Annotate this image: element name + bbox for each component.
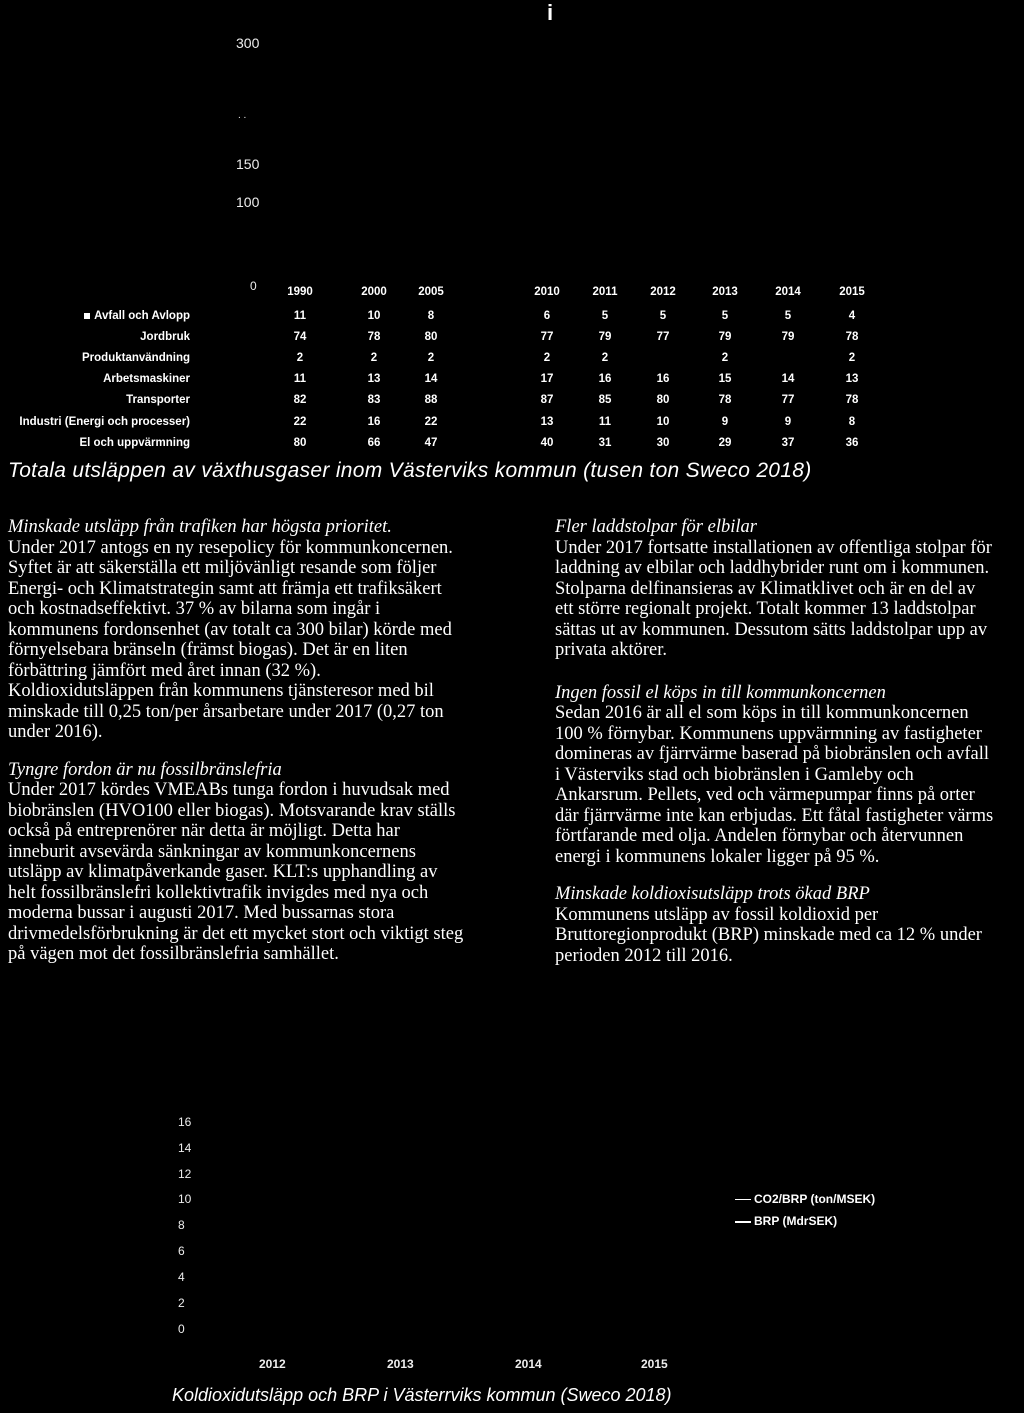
y-dots: . . bbox=[238, 110, 247, 121]
row-label bbox=[126, 394, 190, 406]
table-cell: 5 bbox=[784, 310, 792, 322]
table-cell: 2 bbox=[848, 352, 856, 364]
section bbox=[8, 517, 468, 743]
section bbox=[8, 760, 468, 965]
y-tick: 8 bbox=[178, 1218, 185, 1232]
year-header: 2005 bbox=[418, 286, 444, 298]
table-cell: 22 bbox=[293, 416, 307, 428]
left-column bbox=[8, 517, 468, 982]
y-tick: 0 bbox=[250, 279, 257, 293]
table-cell: 80 bbox=[424, 331, 438, 343]
section bbox=[555, 884, 995, 966]
y-tick: 300 bbox=[236, 35, 260, 51]
year-header: 2000 bbox=[361, 286, 387, 298]
table-cell: 31 bbox=[598, 437, 612, 449]
y-tick: 16 bbox=[178, 1115, 192, 1129]
table-cell: 16 bbox=[367, 416, 381, 428]
y-tick: 0 bbox=[178, 1322, 185, 1336]
table-cell: 11 bbox=[598, 416, 612, 428]
table-cell: 77 bbox=[540, 331, 554, 343]
table-cell: 13 bbox=[540, 416, 554, 428]
row-label-text: Produktanvändning bbox=[82, 352, 190, 364]
table-cell: 10 bbox=[656, 416, 670, 428]
table-cell: 16 bbox=[656, 373, 670, 385]
section-heading: Tyngre fordon är nu fossilbränslefria bbox=[8, 759, 282, 780]
year-header: 2010 bbox=[534, 286, 560, 298]
table-row bbox=[0, 437, 1000, 458]
x-tick: 2012 bbox=[259, 1357, 286, 1371]
table-cell: 80 bbox=[293, 437, 307, 449]
row-label bbox=[140, 331, 190, 343]
table-row bbox=[0, 352, 1000, 373]
table-cell: 10 bbox=[367, 310, 381, 322]
section-heading: Minskade utsläpp från trafiken har högsta prioritet. bbox=[8, 517, 392, 537]
table-cell: 88 bbox=[424, 394, 438, 406]
section-body: Sedan 2016 är all el som köps in till kommunkoncernen 100 % förnybar. Kommunens uppvärmning av fastigheter domineras av fjärrvärme baserad på biobränslen och avfall i Västerviks stad och biobränslen i Gamleby och Ankarsrum. Pellets, ved och värmepumpar finns på orter där fjärrvärme inte kan erbjudas. Ett fåtal fastigheter värms förtfarande med olja. Andelen förnybar och återvunnen energi i kommunens lokaler ligger på 95 %. bbox=[555, 703, 994, 867]
legend-line-icon bbox=[735, 1199, 751, 1200]
row-label-text: Avfall och Avlopp bbox=[94, 310, 190, 322]
y-tick: 100 bbox=[236, 194, 260, 210]
row-label bbox=[84, 310, 190, 322]
table-cell: 77 bbox=[781, 394, 795, 406]
table-row bbox=[0, 373, 1000, 394]
table-cell: 2 bbox=[543, 352, 551, 364]
year-header: 2015 bbox=[839, 286, 865, 298]
table-cell: 66 bbox=[367, 437, 381, 449]
legend-square-icon bbox=[84, 313, 90, 319]
row-label-text: Jordbruk bbox=[140, 331, 190, 343]
table-cell: 6 bbox=[543, 310, 551, 322]
y-tick: 2 bbox=[178, 1296, 185, 1310]
table-cell: 22 bbox=[424, 416, 438, 428]
legend-co2-brp: CO2/BRP (ton/MSEK) bbox=[735, 1192, 875, 1206]
table-cell: 79 bbox=[781, 331, 795, 343]
table-cell: 8 bbox=[848, 416, 856, 428]
table-cell: 14 bbox=[424, 373, 438, 385]
y-tick: 150 bbox=[236, 156, 260, 172]
y-tick: 6 bbox=[178, 1244, 185, 1258]
table-cell: 15 bbox=[718, 373, 732, 385]
section-heading: Minskade koldioxisutsläpp trots ökad BRP bbox=[555, 884, 870, 904]
chart2-caption: Koldioxidutsläpp och BRP i Västerrviks kommun (Sweco 2018) bbox=[172, 1385, 672, 1405]
section-body: Kommunens utsläpp av fossil koldioxid per Bruttoregionprodukt (BRP) minskade med ca 12 % under perioden 2012 till 2016. bbox=[555, 904, 982, 966]
y-tick: 4 bbox=[178, 1270, 185, 1284]
table-cell: 2 bbox=[427, 352, 435, 364]
table-row bbox=[0, 331, 1000, 352]
section-heading: Fler laddstolpar för elbilar bbox=[555, 517, 757, 537]
table-cell: 2 bbox=[721, 352, 729, 364]
year-header: 1990 bbox=[287, 286, 313, 298]
table-cell: 78 bbox=[718, 394, 732, 406]
table-row bbox=[0, 394, 1000, 415]
section-heading: Ingen fossil el köps in till kommunkoncernen bbox=[555, 682, 886, 703]
table-cell: 2 bbox=[296, 352, 304, 364]
table-cell: 11 bbox=[293, 373, 307, 385]
table-cell: 30 bbox=[656, 437, 670, 449]
row-label-text: El och uppvärmning bbox=[79, 437, 190, 449]
year-header: 2014 bbox=[775, 286, 801, 298]
chart1-caption: Totala utsläppen av växthusgaser inom Västerviks kommun (tusen ton Sweco 2018) bbox=[8, 459, 812, 482]
row-label-text: Arbetsmaskiner bbox=[103, 373, 190, 385]
table-cell: 29 bbox=[718, 437, 732, 449]
table-cell: 9 bbox=[784, 416, 792, 428]
section-body: Under 2017 antogs en ny resepolicy för kommunkoncernen. Syftet är att säkerställa ett miljövänligt resande som följer Energi- och Klimatstrategin samt att främja ett trafiksäkert och kostnadseffektivt. 37 % av bilarna som ingår i kommunens fordonsenhet (av totalt ca 300 bilar) körde med förnyelsebara bränseln (främst biogas). Det är en liten förbättring jämfört med året innan (32 %). Koldioxidutsläppen från kommunens tjänsteresor med bil minskade till 0,25 ton/per årsarbetare under 2017 (0,27 ton under 2016). bbox=[8, 537, 453, 742]
x-tick: 2015 bbox=[641, 1357, 668, 1371]
right-column bbox=[555, 517, 995, 983]
year-header: 2012 bbox=[650, 286, 676, 298]
section bbox=[555, 517, 995, 661]
table-cell: 5 bbox=[659, 310, 667, 322]
table-cell: 78 bbox=[367, 331, 381, 343]
table-cell: 14 bbox=[781, 373, 795, 385]
row-label bbox=[82, 352, 190, 364]
table-cell: 83 bbox=[367, 394, 381, 406]
table-cell: 85 bbox=[598, 394, 612, 406]
section bbox=[555, 683, 995, 868]
table-cell: 13 bbox=[845, 373, 859, 385]
table-cell: 36 bbox=[845, 437, 859, 449]
table-cell: 82 bbox=[293, 394, 307, 406]
section-body: Under 2017 kördes VMEABs tunga fordon i huvudsak med biobränslen (HVO100 eller biogas). Motsvarande krav ställs också på entreprenörer när detta är möjligt. Detta har inneburit avsevärda sänkningar av kommunkoncernens utsläpp av klimatpåverkande gaser. KLT:s upphandling av helt fossilbränslefri kollektivtrafik invigdes med nya och moderna bussar i augusti 2017. Med bussarnas stora drivmedelsförbrukning är det ett mycket stort och viktigt steg på vägen mot det fossilbränslefria samhället. bbox=[8, 780, 464, 964]
table-cell: 77 bbox=[656, 331, 670, 343]
row-label bbox=[103, 373, 190, 385]
table-cell: 5 bbox=[721, 310, 729, 322]
table-cell: 37 bbox=[781, 437, 795, 449]
row-label bbox=[79, 437, 190, 449]
table-cell: 17 bbox=[540, 373, 554, 385]
row-label-text: Transporter bbox=[126, 394, 190, 406]
table-cell: 2 bbox=[601, 352, 609, 364]
table-cell: 9 bbox=[721, 416, 729, 428]
table-cell: 47 bbox=[424, 437, 438, 449]
table-row bbox=[0, 310, 1000, 331]
row-label-text: Industri (Energi och processer) bbox=[19, 416, 190, 428]
x-tick: 2014 bbox=[515, 1357, 542, 1371]
year-header-row bbox=[0, 286, 1000, 307]
table-cell: 2 bbox=[370, 352, 378, 364]
year-header: 2013 bbox=[712, 286, 738, 298]
table-cell: 8 bbox=[427, 310, 435, 322]
table-cell: 80 bbox=[656, 394, 670, 406]
table-cell: 87 bbox=[540, 394, 554, 406]
row-label bbox=[19, 416, 190, 428]
table-cell: 79 bbox=[598, 331, 612, 343]
legend-brp: BRP (MdrSEK) bbox=[735, 1214, 837, 1228]
table-cell: 4 bbox=[848, 310, 856, 322]
table-cell: 78 bbox=[845, 394, 859, 406]
y-tick: 14 bbox=[178, 1141, 192, 1155]
table-cell: 11 bbox=[293, 310, 307, 322]
table-cell: 5 bbox=[601, 310, 609, 322]
x-tick: 2013 bbox=[387, 1357, 414, 1371]
table-cell: 79 bbox=[718, 331, 732, 343]
table-row bbox=[0, 416, 1000, 437]
table-cell: 16 bbox=[598, 373, 612, 385]
y-tick: 12 bbox=[178, 1167, 192, 1181]
table-cell: 40 bbox=[540, 437, 554, 449]
y-tick: 10 bbox=[178, 1192, 192, 1206]
table-cell: 78 bbox=[845, 331, 859, 343]
table-cell: 13 bbox=[367, 373, 381, 385]
year-header: 2011 bbox=[592, 286, 618, 298]
section-body: Under 2017 fortsatte installationen av offentliga stolpar för laddning av elbilar och laddhybrider runt om i kommunen. Stolparna delfinansieras av Klimatklivet och är en del av ett större regionalt projekt. Totalt kommer 13 laddstolpar sättas ut av kommunen. Dessutom sätts laddstolpar upp av privata aktörer. bbox=[555, 537, 992, 660]
table-cell: 74 bbox=[293, 331, 307, 343]
legend-marker-icon bbox=[735, 1221, 751, 1223]
top-mark: i bbox=[547, 0, 554, 25]
